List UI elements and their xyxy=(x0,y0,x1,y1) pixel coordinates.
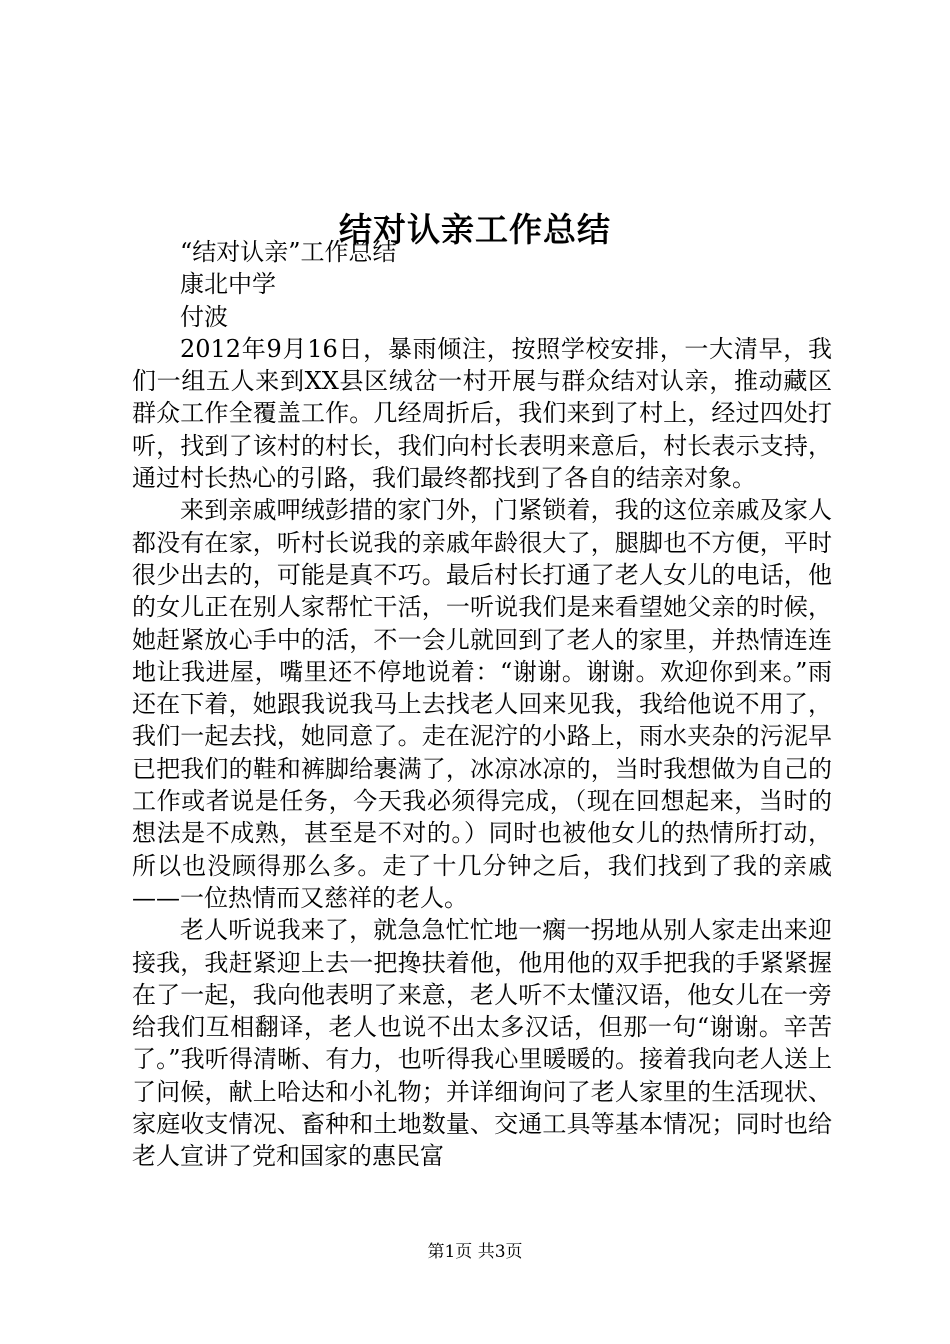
subtitle-line: “结对认亲”工作总结 xyxy=(180,238,397,266)
school-line: 康北中学 xyxy=(180,270,276,299)
page-number-footer: 第1页 共3页 xyxy=(427,1242,523,1262)
document-title: 结对认亲工作总结 xyxy=(339,210,611,250)
document-body xyxy=(132,236,832,1173)
body-paragraph: 来到亲戚呷绒彭措的家门外，门紧锁着，我的这位亲戚及家人都没有在家，听村长说我的亲戚年龄很大了，腿脚也不方便，平时很少出去的，可能是真不巧。最后村长打通了老人女儿的电话，他的女儿正在别人家帮忙干活，一听说我们是来看望她父亲的时候，她赶紧放心手中的活，不一会儿就回到了老人的家里，并热情连连地让我进屋，嘴里还不停地说着：“谢谢。谢谢。欢迎你到来。”雨还在下着，她跟我说我马上去找老人回来见我，我给他说不用了，我们一起去找，她同意了。走在泥泞的小路上，雨水夹杂的污泥早已把我们的鞋和裤脚给裹满了，冰凉冰凉的，当时我想做为自己的工作或者说是任务，今天我必须得完成，（现在回想起来，当时的想法是不成熟，甚至是不对的。）同时也被他女儿的热情所打动，所以也没顾得那么多。走了十几分钟之后，我们找到了我的亲戚——一位热情而又慈祥的老人。 xyxy=(132,496,832,912)
body-paragraph: 老人听说我来了，就急急忙忙地一瘸一拐地从别人家走出来迎接我，我赶紧迎上去一把搀扶着他，他用他的双手把我的手紧紧握在了一起，我向他表明了来意，老人听不太懂汉语，他女儿在一旁给我们互相翻译，老人也说不出太多汉话，但那一句“谢谢。辛苦了。”我听得清晰、有力，也听得我心里暖暖的。接着我向老人送上了问候，献上哈达和小礼物；并详细询问了老人家里的生活现状、家庭收支情况、畜种和土地数量、交通工具等基本情况；同时也给老人宣讲了党和国家的惠民富 xyxy=(132,916,832,1171)
body-paragraph: 2012年9月16日，暴雨倾注，按照学校安排，一大清早，我们一组五人来到XX县区绒岔一村开展与群众结对认亲，推动藏区群众工作全覆盖工作。几经周折后，我们来到了村上，经过四处打听，找到了该村的村长，我们向村长表明来意后，村长表示支持，通过村长热心的引路，我们最终都找到了各自的结亲对象。 xyxy=(132,334,832,493)
author-line: 付波 xyxy=(180,302,228,331)
